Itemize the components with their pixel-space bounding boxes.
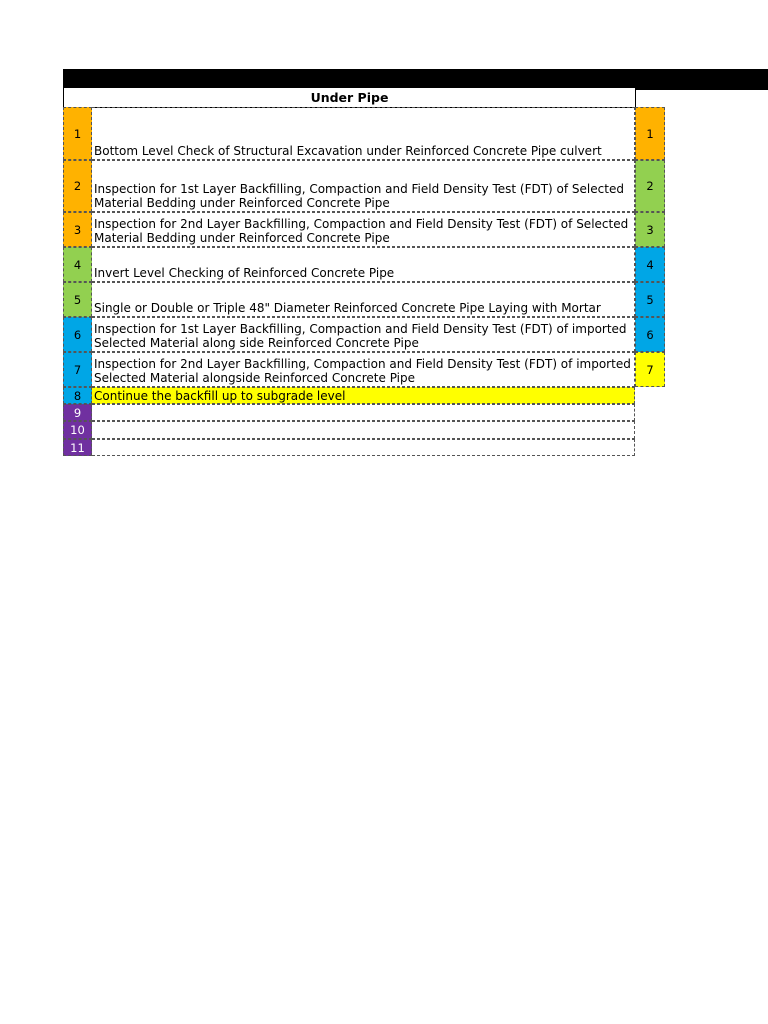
row-description-9 [92,404,635,421]
right-number-6: 6 [635,317,665,352]
row-description-8: Continue the backfill up to subgrade level [92,387,635,404]
right-number-5: 5 [635,282,665,317]
row-description-2: Inspection for 1st Layer Backfilling, Compaction and Field Density Test (FDT) of Selected Material Bedding under Reinforced Concrete Pipe [92,160,635,212]
row-description-3: Inspection for 2nd Layer Backfilling, Compaction and Field Density Test (FDT) of Selected Material Bedding under Reinforced Concrete Pipe [92,212,635,247]
row-description-4: Invert Level Checking of Reinforced Concrete Pipe [92,247,635,282]
right-number-1: 1 [635,107,665,160]
row-number-9: 9 [63,404,92,421]
right-number-7: 7 [635,352,665,387]
row-number-10: 10 [63,421,92,439]
right-number-4: 4 [635,247,665,282]
row-number-4: 4 [63,247,92,282]
row-number-5: 5 [63,282,92,317]
row-description-10 [92,421,635,439]
row-description-5: Single or Double or Triple 48" Diameter Reinforced Concrete Pipe Laying with Mortar [92,282,635,317]
right-number-2: 2 [635,160,665,212]
row-number-3: 3 [63,212,92,247]
row-number-7: 7 [63,352,92,387]
row-number-8: 8 [63,387,92,404]
row-description-11 [92,439,635,456]
row-number-1: 1 [63,107,92,160]
row-number-2: 2 [63,160,92,212]
row-number-11: 11 [63,439,92,456]
table-title: Under Pipe [63,88,636,108]
row-number-6: 6 [63,317,92,352]
row-description-7: Inspection for 2nd Layer Backfilling, Compaction and Field Density Test (FDT) of imported Selected Material alongside Reinforced Concrete Pipe [92,352,635,387]
row-description-6: Inspection for 1st Layer Backfilling, Compaction and Field Density Test (FDT) of imported Selected Material along side Reinforced Concrete Pipe [92,317,635,352]
right-number-3: 3 [635,212,665,247]
row-description-1: Bottom Level Check of Structural Excavation under Reinforced Concrete Pipe culvert [92,107,635,160]
header-bar [63,69,768,90]
